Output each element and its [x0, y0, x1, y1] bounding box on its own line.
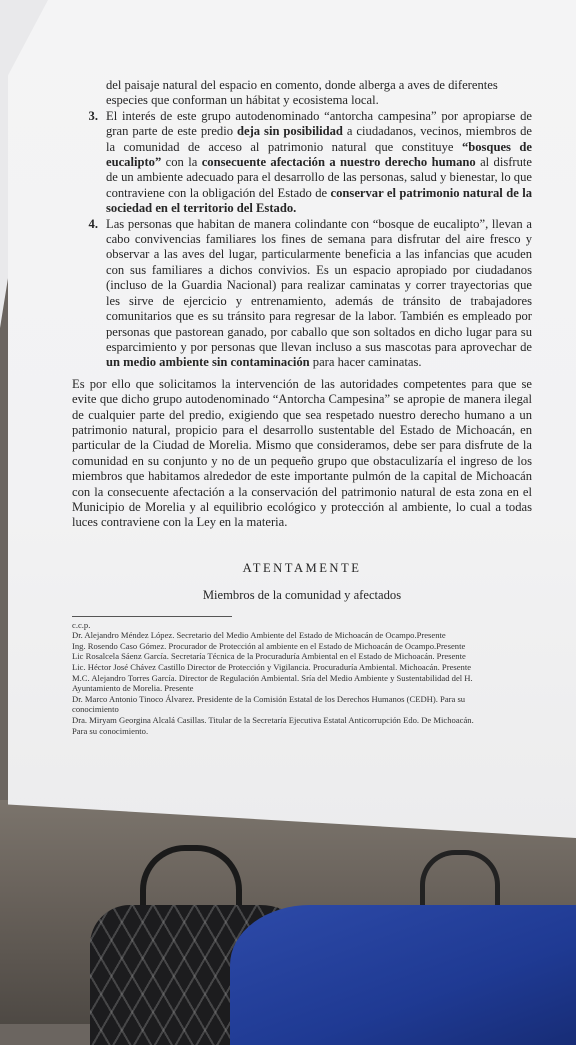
- cc-line: Lic. Héctor José Chávez Castillo Director de Protección y Vigilancia. Procuraduría Ambiental. Michoacán. Presente: [72, 661, 472, 672]
- divider: [72, 616, 232, 618]
- list-item-3: [72, 109, 532, 217]
- item-text: El interés de este grupo autodenominado “antorcha campesina” por apropiarse de gran parte de este predio deja sin posibilidad a ciudadanos, vecinos, miembros de la comunidad de acceso al patrimonio natural que constituye “bosques de eucalipto” con la consecuente afectación a nuestro derecho humano al disfrute de un ambiente adecuado para el desarrollo de las personas, salud y bienestar, lo que contraviene con la obligación del Estado de conservar el patrimonio natural de la sociedad en el territorio del Estado.: [106, 108, 533, 216]
- signatories: Miembros de la comunidad y afectados: [202, 588, 402, 603]
- cc-line: Para su conocimiento.: [72, 725, 149, 736]
- item-text: Las personas que habitan de manera colindante con “bosque de eucalipto”, llevan a cabo convivencias familiares los fines de semana para disfrutar del aire fresco y observar a las aves del lugar, particularmente beneficia a las infancias que acuden con sus familiares a dichos convivios. Es un espacio apropiado por ciudadanos (incluso de la Guardia Nacional) para realizar caminatas y correr trayectorias que les sirve de ejercicio y entrenamiento, además de tránsito de trabajadores comunitarios que es su tránsito para regresar de la labor. También es empleado por personas que pastorean ganado, por caballo que son soltados en dicho lugar para su esparcimiento y por personas que llevan incluso a sus mascotas para aprovechar de un medio ambiente sin contaminación para hacer caminatas.: [106, 216, 532, 370]
- cc-line: Dr. Marco Antonio Tinoco Álvarez. Presidente de la Comisión Estatal de los Derechos Humanos (CEDH). Para su: [72, 693, 466, 704]
- carbon-copy-list: [72, 620, 532, 737]
- document-body: [72, 78, 532, 736]
- closing-salutation: ATENTAMENTE: [242, 560, 362, 575]
- cc-line: Lic Rosalcela Sáenz García. Secretaría Técnica de la Procuraduría Ambiental en el Estado de Michoacán. Presente: [72, 651, 466, 662]
- item-number: 4.: [88, 216, 98, 231]
- cc-label: c.c.p.: [72, 619, 91, 630]
- signature-block: [72, 561, 532, 604]
- cc-line: M.C. Alejandro Torres García. Director de Regulación Ambiental. Sría del Medio Ambiente y Sustentabilidad del H.: [72, 672, 473, 683]
- blue-cloth: [230, 905, 576, 1045]
- cc-line: conocimiento: [72, 704, 119, 715]
- list-item-4: [72, 217, 532, 371]
- cc-line: Ayuntamiento de Morelia. Presente: [72, 683, 194, 694]
- cc-line: Dra. Miryam Georgina Alcalá Casillas. Titular de la Secretaría Ejecutiva Estatal Anticorrupción Edo. De Michoacán.: [72, 714, 474, 725]
- item-number: 3.: [88, 108, 98, 123]
- cc-line: Ing. Rosendo Caso Gómez. Procurador de Protección al ambiente en el Estado de Michoacán de Ocampo.Presente: [72, 640, 466, 651]
- closing-paragraph: Es por ello que solicitamos la intervención de las autoridades competentes para que se evite que dicho grupo autodenominado “Antorcha Campesina” se apropie de manera ilegal de cualquier parte del predio, exigiendo que sea respetado nuestro derecho humano a un patrimonio natural, propicio para el desarrollo sustentable del Estado de Michoacán, en particular de la Ciudad de Morelia. Mismo que consideramos, debe ser para disfrute de la comunidad en su conjunto y no de un pequeño grupo que obstaculizaría el ingreso de los miembros que habitamos alrededor de este importante pulmón de la capital de Michoacán con la consecuente afectación a la conservación del patrimonio natural de esta zona en el Municipio de Morelia y al equilibrio ecológico y protección al ambiente, lo cual a todas luces contraviene con la Ley en la materia.: [72, 376, 532, 530]
- item-2-continuation: del paisaje natural del espacio en comento, donde alberga a aves de diferentes especies que conforman un hábitat y ecosistema local.: [106, 78, 498, 108]
- cc-line: Dr. Alejandro Méndez López. Secretario del Medio Ambiente del Estado de Michoacán de Ocampo.Presente: [72, 630, 446, 641]
